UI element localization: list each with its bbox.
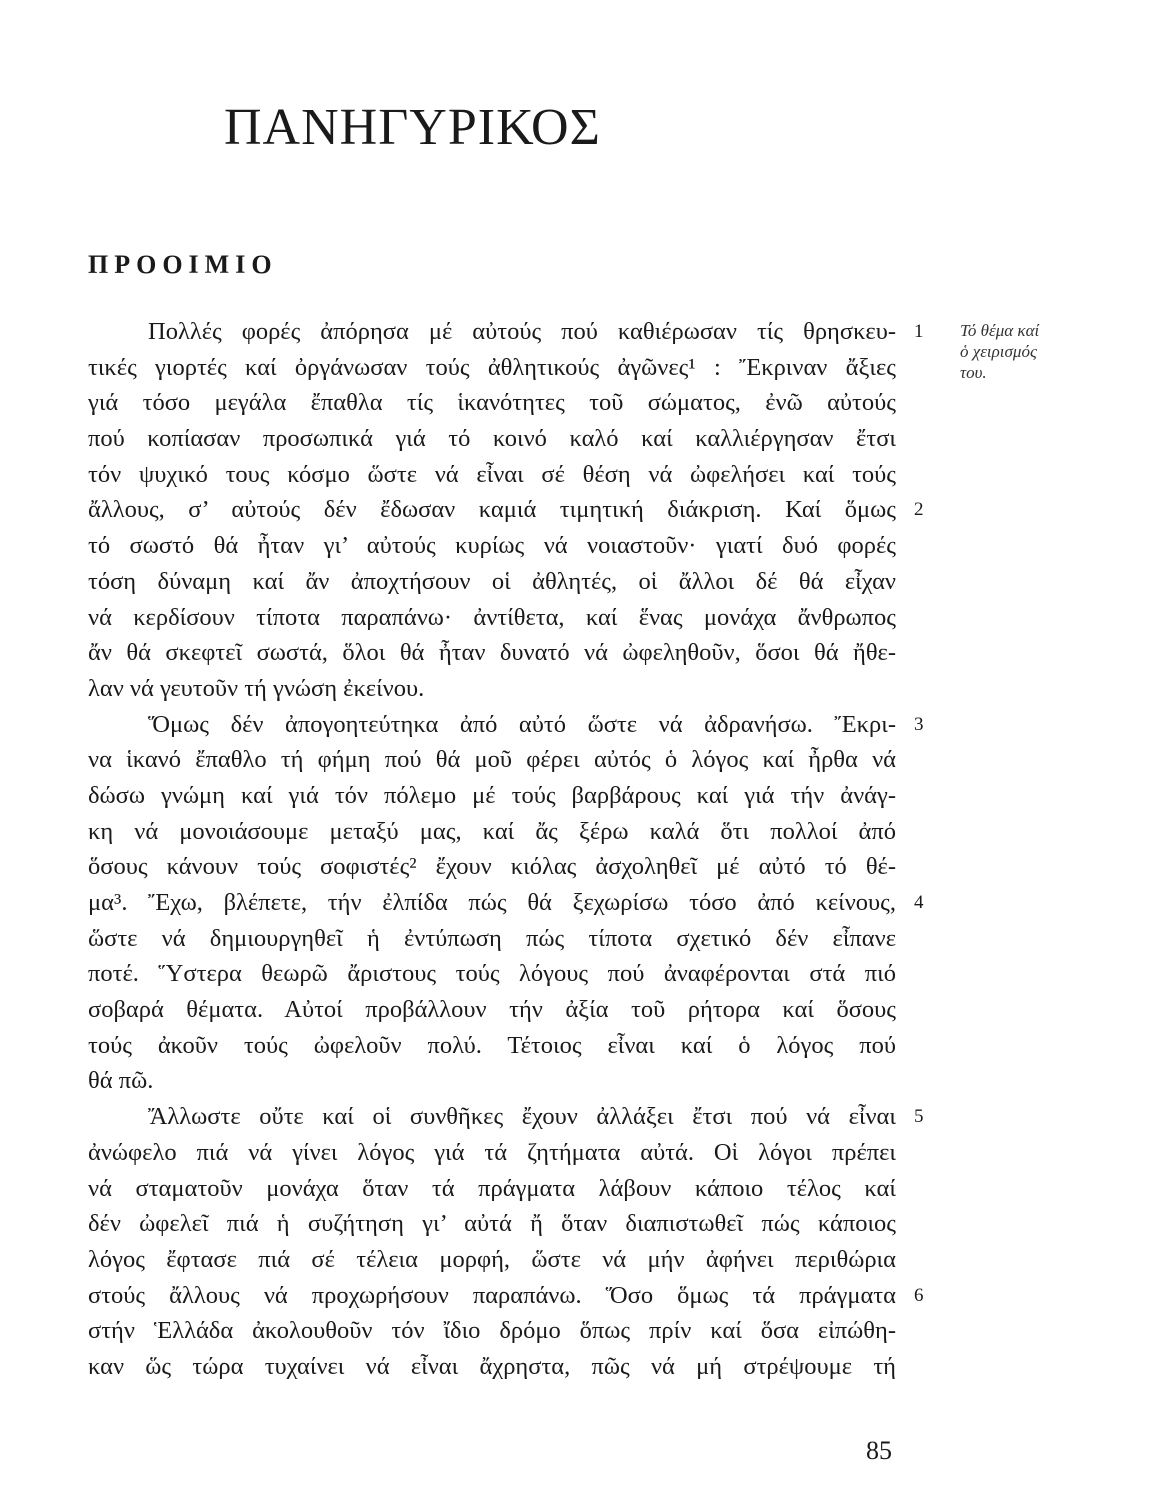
line-text: πού κοπίασαν προσωπικά γιά τό κοινό καλό καί καλλιέργησαν ἔτσι <box>88 425 896 453</box>
line-text: ἄν θά σκεφτεῖ σωστά, ὅλοι θά ἦταν δυνατό νά ὠφεληθοῦν, ὅσοι θά ἤθε- <box>88 639 896 667</box>
text-line <box>88 350 896 386</box>
text-line <box>88 635 896 671</box>
line-text: νά κερδίσουν τίποτα παραπάνω· ἀντίθετα, καί ἕνας μονάχα ἄνθρωπος <box>88 603 896 631</box>
line-text: ὅσους κάνουν τούς σοφιστές² ἔχουν κιόλας ἀσχοληθεῖ μέ αὐτό τό θέ- <box>88 853 896 881</box>
line-text: δώσω γνώμη καί γιά τόν πόλεμο μέ τούς βαρβάρους καί γιά τήν ἀνάγ- <box>88 781 896 809</box>
text-line <box>88 457 896 493</box>
text-line <box>88 1349 896 1385</box>
text-line <box>88 671 896 707</box>
text-line <box>88 1171 896 1207</box>
section-number: 5 <box>914 1106 924 1128</box>
line-text: ἄλλους, σ’ αὐτούς δέν ἔδωσαν καμιά τιμητική διάκριση. Καί ὅμως <box>88 496 896 524</box>
line-text: καν ὥς τώρα τυχαίνει νά εἶναι ἄχρηστα, πῶς νά μή στρέψουμε τή <box>88 1352 896 1380</box>
text-line <box>88 1063 896 1099</box>
text-line <box>88 421 896 457</box>
text-line <box>88 992 896 1028</box>
line-text: στήν Ἑλλάδα ἀκολουθοῦν τόν ἴδιο δρόμο ὅπως πρίν καί ὅσα εἰπώθη- <box>88 1317 896 1345</box>
text-line <box>88 1242 896 1278</box>
line-text: Ὅμως δέν ἀπογοητεύτηκα ἀπό αὐτό ὥστε νά ἀδρανήσω. Ἔκρι- <box>148 710 896 738</box>
line-text: τόση δύναμη καί ἄν ἀποχτήσουν οἱ ἀθλητές, οἱ ἄλλοι δέ θά εἶχαν <box>88 567 896 595</box>
section-number: 3 <box>914 713 924 735</box>
line-text: μα³. Ἔχω, βλέπετε, τήν ἐλπίδα πώς θά ξεχωρίσω τόσο ἀπό κείνους, <box>88 889 896 916</box>
line-text: νά σταματοῦν μονάχα ὅταν τά πράγματα λάβουν κάποιο τέλος καί <box>88 1174 896 1202</box>
line-text: τικές γιορτές καί ὀργάνωσαν τούς ἀθλητικούς ἀγῶνες¹ : Ἔκριναν ἄξιες <box>88 353 896 381</box>
section-number: 2 <box>914 499 924 521</box>
section-number: 1 <box>914 321 924 342</box>
text-line <box>88 849 896 885</box>
line-text: στούς ἄλλους νά προχωρήσουν παραπάνω. Ὅσο ὅμως τά πράγματα <box>88 1281 896 1309</box>
line-text: τούς ἀκοῦν τούς ὠφελοῦν πολύ. Τέτοιος εἶναι καί ὁ λόγος πού <box>88 1031 896 1059</box>
line-text: να ἱκανό ἔπαθλο τή φήμη πού θά μοῦ φέρει αὐτός ὁ λόγος καί ἦρθα νά <box>88 746 896 774</box>
text-line <box>88 1206 896 1242</box>
line-text: λαν νά γευτοῦν τή γνώση ἐκείνου. <box>88 674 425 702</box>
section-number: 4 <box>914 892 924 913</box>
section-number: 6 <box>914 1284 924 1306</box>
line-text: Πολλές φορές ἀπόρησα μέ αὐτούς πού καθιέρωσαν τίς θρησκευ- <box>148 318 896 345</box>
line-text: τόν ψυχικό τους κόσμο ὥστε νά εἶναι σέ θέση νά ὠφελήσει καί τούς <box>88 460 896 488</box>
line-text: λόγος ἔφτασε πιά σέ τέλεια μορφή, ὥστε νά μήν ἀφήνει περιθώρια <box>88 1245 896 1273</box>
margin-note: Τό θέμα καί ὁ χειρισμός του. <box>960 321 1040 382</box>
line-text: ποτέ. Ὕστερα θεωρῶ ἄριστους τούς λόγους πού ἀναφέρονται στά πιό <box>88 960 896 988</box>
body-text <box>88 314 924 1385</box>
line-text: Ἄλλωστε οὔτε καί οἱ συνθῆκες ἔχουν ἀλλάξει ἔτσι πού νά εἶναι <box>148 1103 896 1131</box>
text-line <box>88 885 924 921</box>
text-line <box>88 956 896 992</box>
text-line <box>88 1135 896 1171</box>
line-text: γιά τόσο μεγάλα ἔπαθλα τίς ἱκανότητες τοῦ σώματος, ἐνῶ αὐτούς <box>88 389 896 417</box>
text-line <box>88 814 896 850</box>
text-line <box>88 385 896 421</box>
text-line <box>88 707 924 743</box>
text-line <box>88 1028 896 1064</box>
text-line <box>88 742 896 778</box>
line-text: σοβαρά θέματα. Αὐτοί προβάλλουν τήν ἀξία τοῦ ρήτορα καί ὅσους <box>88 996 896 1024</box>
text-line <box>88 600 896 636</box>
line-text: κη νά μονοιάσουμε μεταξύ μας, καί ἄς ξέρω καλά ὅτι πολλοί ἀπό <box>88 817 896 845</box>
text-line <box>88 492 924 528</box>
line-text: τό σωστό θά ἦταν γι’ αὐτούς κυρίως νά νοιαστοῦν· γιατί δυό φορές <box>88 532 896 560</box>
section-heading: ΠΡΟΟΙΜΙΟ <box>88 250 278 279</box>
page-number: 85 <box>866 1436 892 1465</box>
text-line <box>88 1278 924 1314</box>
line-text: ἀνώφελο πιά νά γίνει λόγος γιά τά ζητήματα αὐτά. Οἱ λόγοι πρέπει <box>88 1138 896 1166</box>
line-text: δέν ὠφελεῖ πιά ἡ συζήτηση γι’ αὐτά ἤ ὅταν διαπιστωθεῖ πώς κάποιος <box>88 1210 896 1238</box>
text-line <box>88 778 896 814</box>
text-line <box>88 564 896 600</box>
text-line <box>88 528 896 564</box>
line-text: ὥστε νά δημιουργηθεῖ ἡ ἐντύπωση πώς τίποτα σχετικό δέν εἶπανε <box>88 924 896 952</box>
text-line <box>88 921 896 957</box>
line-text: θά πῶ. <box>88 1067 154 1095</box>
text-line <box>88 314 924 350</box>
text-line <box>88 1099 924 1135</box>
page-title: ΠΑΝΗΓΥΡΙΚΟΣ <box>224 99 601 156</box>
text-line <box>88 1313 896 1349</box>
